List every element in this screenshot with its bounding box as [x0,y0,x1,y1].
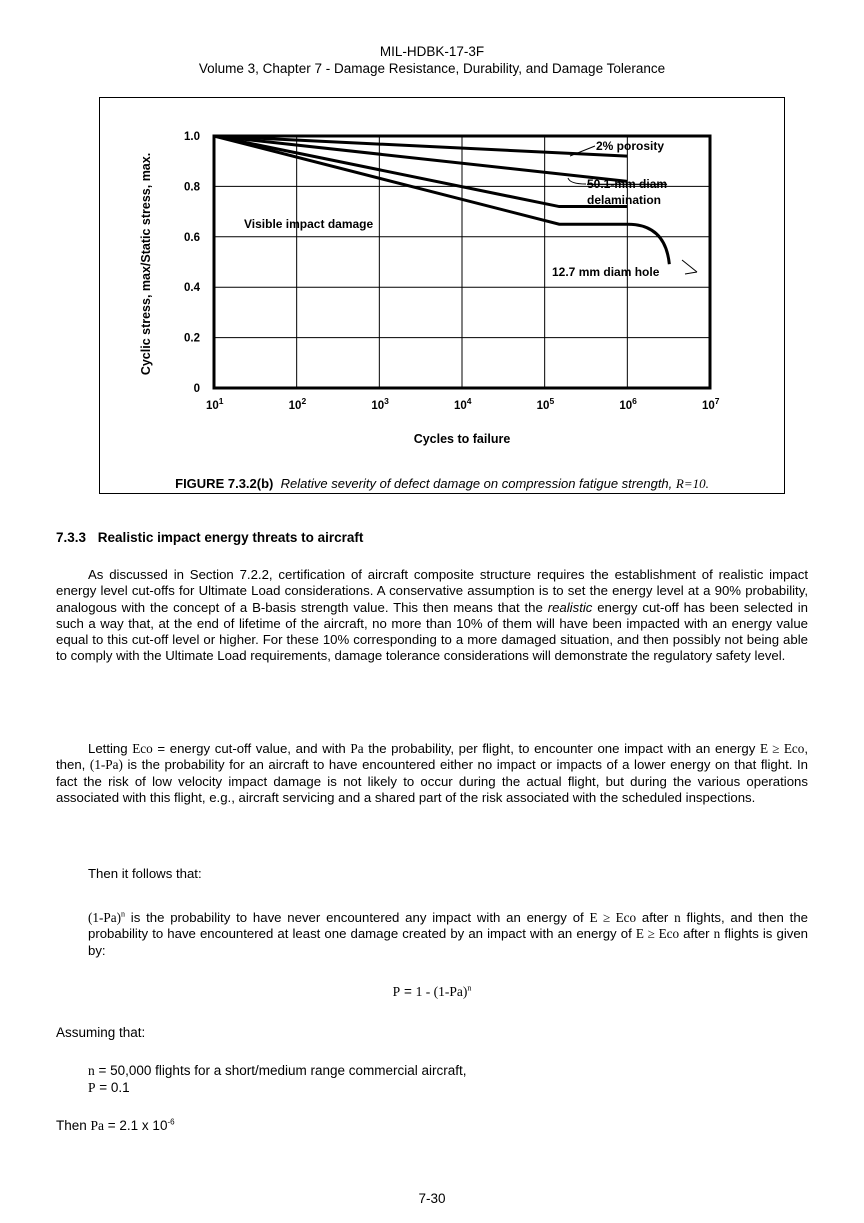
p2-condition: E ≥ Eco [759,741,805,756]
condition-text: = 0.1 [95,1080,130,1095]
x-tick-label: $10^2$ [288,396,307,412]
annotation-hole: 12.7 mm diam hole [552,265,660,279]
chapter-title: Volume 3, Chapter 7 - Damage Resistance, Durability, and Damage Tolerance [198,61,666,76]
p2-text: , then, [56,741,808,773]
figure-box [99,97,785,494]
probability-formula [0,984,864,1000]
paragraph-1 [56,567,808,665]
y-tick-label: 0 [193,383,200,395]
paragraph-3: Then it follows that: [88,866,202,881]
condition-text: = 50,000 flights for a short/medium range commercial aircraft, [94,1063,467,1078]
x-tick-labels [206,396,720,412]
section-heading [56,530,363,545]
annotation-visible-impact: Visible impact damage [244,217,374,231]
y-tick-label: 0.8 [184,181,200,194]
p4-text: after [636,910,675,925]
p2-text: Letting [88,741,133,756]
formula-exponent: n [467,983,472,993]
x-tick-label: $10^4$ [454,396,472,412]
section-title: Realistic impact energy threats to aircraft [97,530,364,545]
p4-text: after [679,926,714,942]
p4-text: is the probability to have never encountered any impact with an energy of [124,910,590,925]
result-value: = 2.1 x 10 [104,1118,168,1133]
annotation-porosity: 2% porosity [596,139,665,153]
assuming-label: Assuming that: [56,1025,146,1040]
p4-condition: E ≥ Eco [635,926,680,942]
formula-equals: = [400,984,416,999]
formula-rhs: 1 - (1-Pa) [415,984,468,999]
section-number: 7.3.3 [56,530,87,545]
caption-label: FIGURE 7.3.2(b) [175,476,274,491]
p4-one-minus-pa: (1-Pa) [88,910,121,925]
p2-text: the probability, per flight, to encounter one impact with an energy [363,741,760,756]
condition-flights [88,1063,467,1079]
paragraph-4 [88,910,808,959]
p4-n: n [674,910,681,925]
hole-curve-tail [627,224,669,264]
y-tick-labels [184,131,201,395]
annotation-delamination-size: 50.1-mm diam [587,177,668,191]
p2-text: = energy cut-off value, and with [152,741,351,756]
annotation-leader [685,272,697,274]
x-tick-label: $10^3$ [371,396,389,412]
document-id: MIL-HDBK-17-3F [379,44,485,59]
y-tick-label: 0.4 [184,282,200,295]
p4-exponent: n [120,909,125,919]
x-tick-label: $10^7$ [702,396,720,412]
annotation-leader [682,260,697,272]
series-line-2 [214,136,627,181]
condition-var-p: P [88,1080,96,1095]
p4-text: flights is given by: [88,926,809,958]
p1-part-a: As discussed in Section 7.2.2, certification of aircraft composite structure requires the establishment of realistic impact energy level cut-offs for Ultimate Load considerations. A conservative assumption is to set the energy level at a 90% probability, analogous with the concept of a B-basis strength value. This then means that the [56,567,808,615]
formula-lhs: P [392,984,401,999]
figure-caption [100,476,784,492]
p1-emphasis: realistic [547,599,593,615]
page-number: 7-30 [418,1191,446,1206]
y-tick-label: 0.2 [184,332,200,345]
p4-text: flights, and then the probability to have encountered at least one damage created by an impact with an energy of [88,910,809,942]
caption-r-value: R=10. [675,476,709,491]
p4-condition: E ≥ Eco [589,910,637,925]
x-tick-label: $10^6$ [619,396,637,412]
y-axis-label: Cyclic stress, max/Static stress, max. [139,152,153,376]
condition-var-n: n [88,1063,95,1078]
p2-text: is the probability for an aircraft to have encountered either no impact or impacts of a lower energy on that flight. In fact the risk of low velocity impact damage is not likely to occur during the actual flight, but during the various operations associated with this flight, e.g., aircraft servicing and a shared part of the risk associated with the scheduled inspections. [56,757,808,805]
condition-probability [88,1080,130,1096]
paragraph-2 [56,741,808,806]
x-tick-label: $10^1$ [206,396,224,412]
y-tick-label: 0.6 [184,231,200,244]
p4-n: n [713,926,721,942]
p2-eco: Eco [132,741,153,756]
result-exponent: -6 [167,1117,175,1127]
p2-pa: Pa [350,741,364,756]
caption-text: Relative severity of defect damage on compression fatigue strength, [280,476,673,491]
result-line [56,1118,175,1134]
p1-part-b: energy cut-off has been selected in such a way that, at the end of lifetime of the aircraft, no more than 10% of them will have been impacted with an energy value equal to this cut-off level or higher. For these 10% corresponding to a more damaged situation, and then possibly not being able to comply with the Ultimate Load requirements, damage tolerance considerations will demonstrate the regulatory safety level. [56,599,809,664]
annotation-leader [568,178,586,184]
fatigue-chart [100,98,786,495]
p2-one-minus-pa: (1-Pa) [89,757,123,773]
x-axis-label: Cycles to failure [413,432,511,446]
result-text: Then [56,1118,91,1133]
y-tick-label: 1.0 [184,131,200,143]
x-tick-label: $10^5$ [536,396,555,412]
annotation-delamination: delamination [587,193,662,207]
result-pa: Pa [90,1118,105,1133]
grid-lines [214,136,710,388]
